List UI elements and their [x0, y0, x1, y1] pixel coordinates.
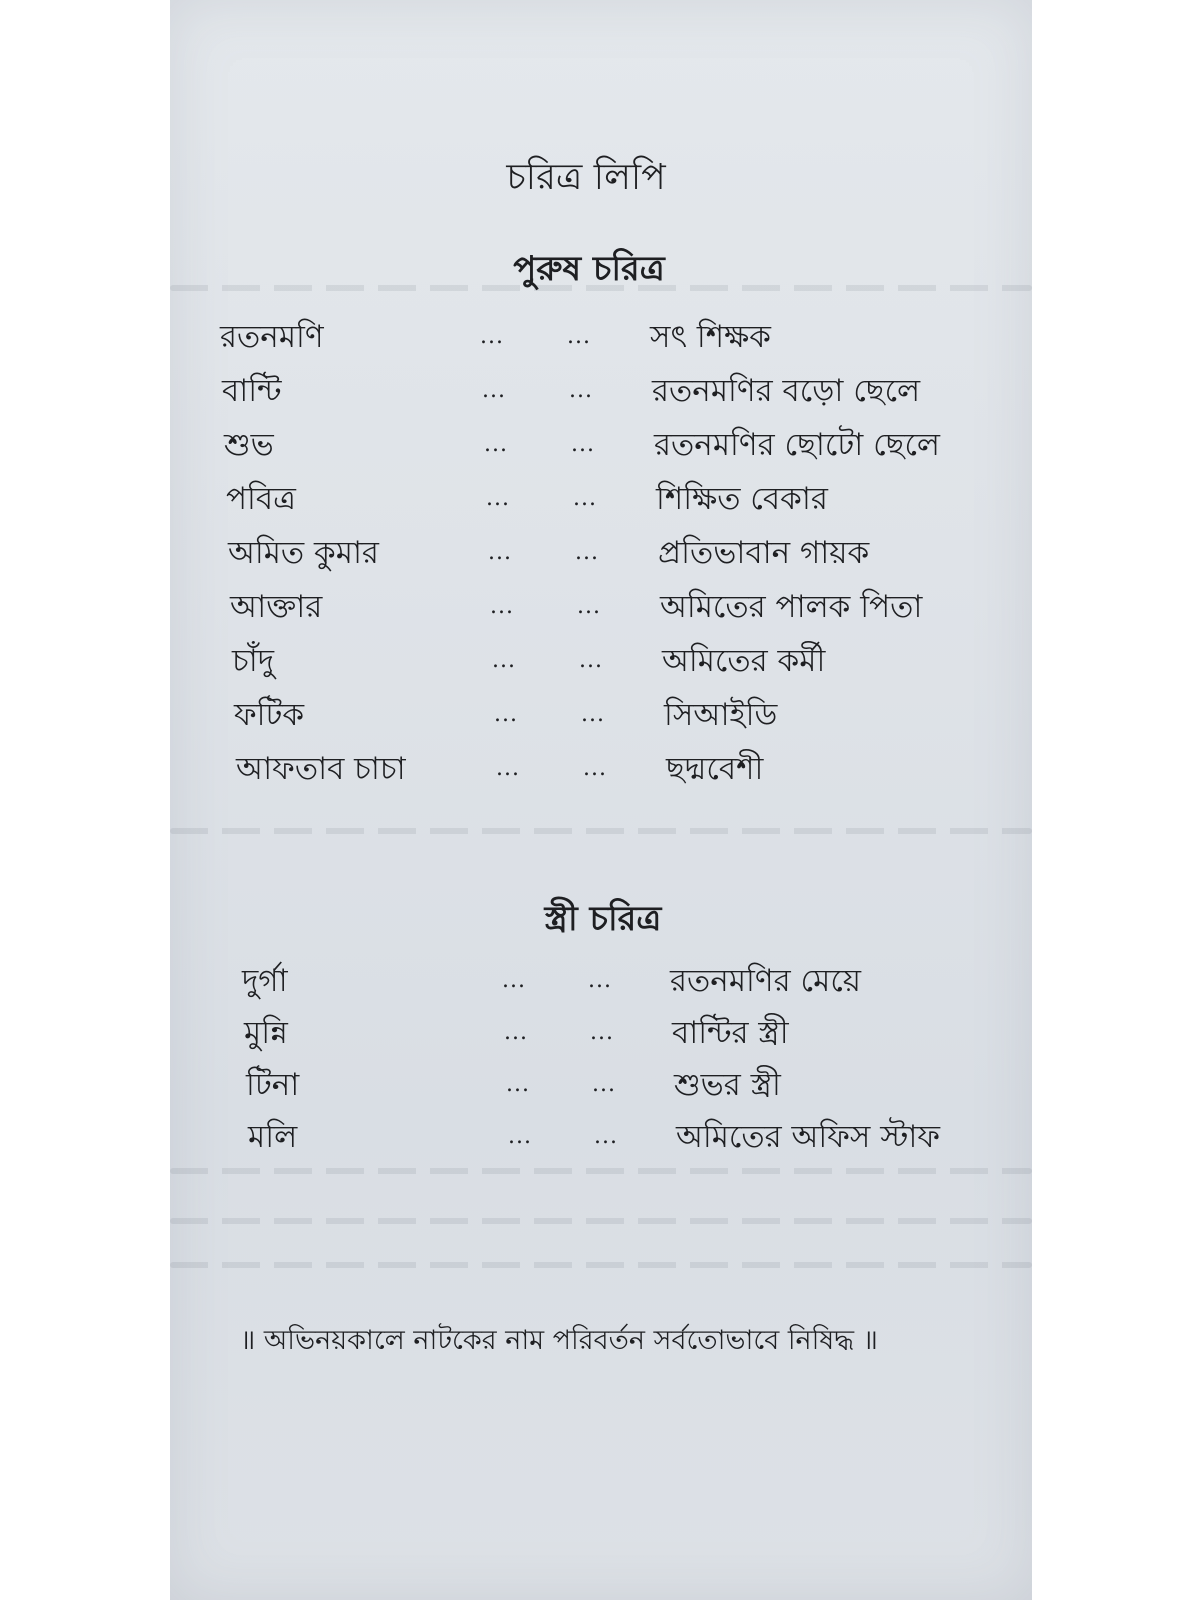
list-item: [170, 1007, 1032, 1059]
list-item: [170, 472, 1032, 526]
male-characters-list: [170, 310, 1032, 796]
footer-note: ॥ অভিনয়কালে নাটকের নাম পরিবর্তন সর্বতোভাবে নিষিদ্ধ ॥: [240, 1325, 878, 1356]
document-page: [170, 0, 1032, 1600]
leader-dots: ...: [484, 432, 508, 457]
bleed-through-text: [170, 828, 1032, 834]
list-item: [170, 634, 1032, 688]
male-characters-heading: পুরুষ চরিত্র: [513, 249, 665, 289]
character-role: রতনমণির ছোটো ছেলে: [654, 427, 941, 463]
leader-dots: ...: [590, 1020, 614, 1045]
leader-dots: ...: [488, 540, 512, 565]
leader-dots: ...: [573, 486, 597, 511]
leader-dots: ...: [577, 594, 601, 619]
bleed-through-text: [170, 1168, 1032, 1174]
leader-dots: ...: [583, 756, 607, 781]
character-name: অমিত কুমার: [228, 535, 379, 571]
page-title: চরিত্র লিপি: [506, 157, 666, 198]
character-name: বান্টি: [222, 373, 282, 409]
character-role: ছদ্মবেশী: [666, 751, 764, 787]
character-role: রতনমণির বড়ো ছেলে: [652, 373, 921, 409]
character-name: পবিত্র: [226, 481, 296, 517]
leader-dots: ...: [482, 378, 506, 403]
leader-dots: ...: [508, 1124, 532, 1149]
list-item: [170, 364, 1032, 418]
leader-dots: ...: [480, 324, 504, 349]
leader-dots: ...: [588, 968, 612, 993]
character-name: টিনা: [246, 1067, 300, 1103]
list-item: [170, 580, 1032, 634]
character-role: অমিতের অফিস স্টাফ: [676, 1119, 941, 1155]
leader-dots: ...: [567, 324, 591, 349]
character-name: আফতাব চাচা: [236, 751, 406, 787]
bleed-through-text: [170, 1218, 1032, 1224]
character-role: অমিতের পালক পিতা: [660, 589, 923, 625]
character-name: মুন্নি: [244, 1015, 288, 1051]
leader-dots: ...: [504, 1020, 528, 1045]
character-name: রতনমণি: [220, 319, 324, 355]
character-name: মলি: [248, 1119, 298, 1155]
leader-dots: ...: [502, 968, 526, 993]
character-name: চাঁদু: [232, 643, 275, 679]
list-item: [170, 1059, 1032, 1111]
leader-dots: ...: [490, 594, 514, 619]
character-name: শুভ: [224, 427, 274, 463]
character-role: বান্টির স্ত্রী: [672, 1015, 789, 1051]
character-role: সৎ শিক্ষক: [650, 319, 771, 355]
character-role: শুভর স্ত্রী: [674, 1067, 781, 1103]
leader-dots: ...: [569, 378, 593, 403]
list-item: [170, 955, 1032, 1007]
bleed-through-text: [170, 1262, 1032, 1268]
character-name: আক্তার: [230, 589, 323, 625]
leader-dots: ...: [496, 756, 520, 781]
list-item: [170, 310, 1032, 364]
character-name: দুর্গা: [242, 963, 288, 999]
leader-dots: ...: [571, 432, 595, 457]
leader-dots: ...: [492, 648, 516, 673]
character-role: অমিতের কর্মী: [662, 643, 826, 679]
leader-dots: ...: [581, 702, 605, 727]
list-item: [170, 1111, 1032, 1163]
list-item: [170, 688, 1032, 742]
leader-dots: ...: [486, 486, 510, 511]
list-item: [170, 526, 1032, 580]
leader-dots: ...: [594, 1124, 618, 1149]
female-characters-heading: স্ত্রী চরিত্র: [544, 899, 662, 939]
character-name: ফটিক: [234, 697, 305, 733]
leader-dots: ...: [592, 1072, 616, 1097]
character-role: রতনমণির মেয়ে: [670, 963, 862, 999]
character-role: প্রতিভাবান গায়ক: [658, 535, 870, 571]
list-item: [170, 418, 1032, 472]
leader-dots: ...: [506, 1072, 530, 1097]
leader-dots: ...: [575, 540, 599, 565]
leader-dots: ...: [494, 702, 518, 727]
character-role: সিআইডি: [664, 697, 778, 733]
character-role: শিক্ষিত বেকার: [656, 481, 828, 517]
female-characters-list: [170, 955, 1032, 1163]
list-item: [170, 742, 1032, 796]
leader-dots: ...: [579, 648, 603, 673]
